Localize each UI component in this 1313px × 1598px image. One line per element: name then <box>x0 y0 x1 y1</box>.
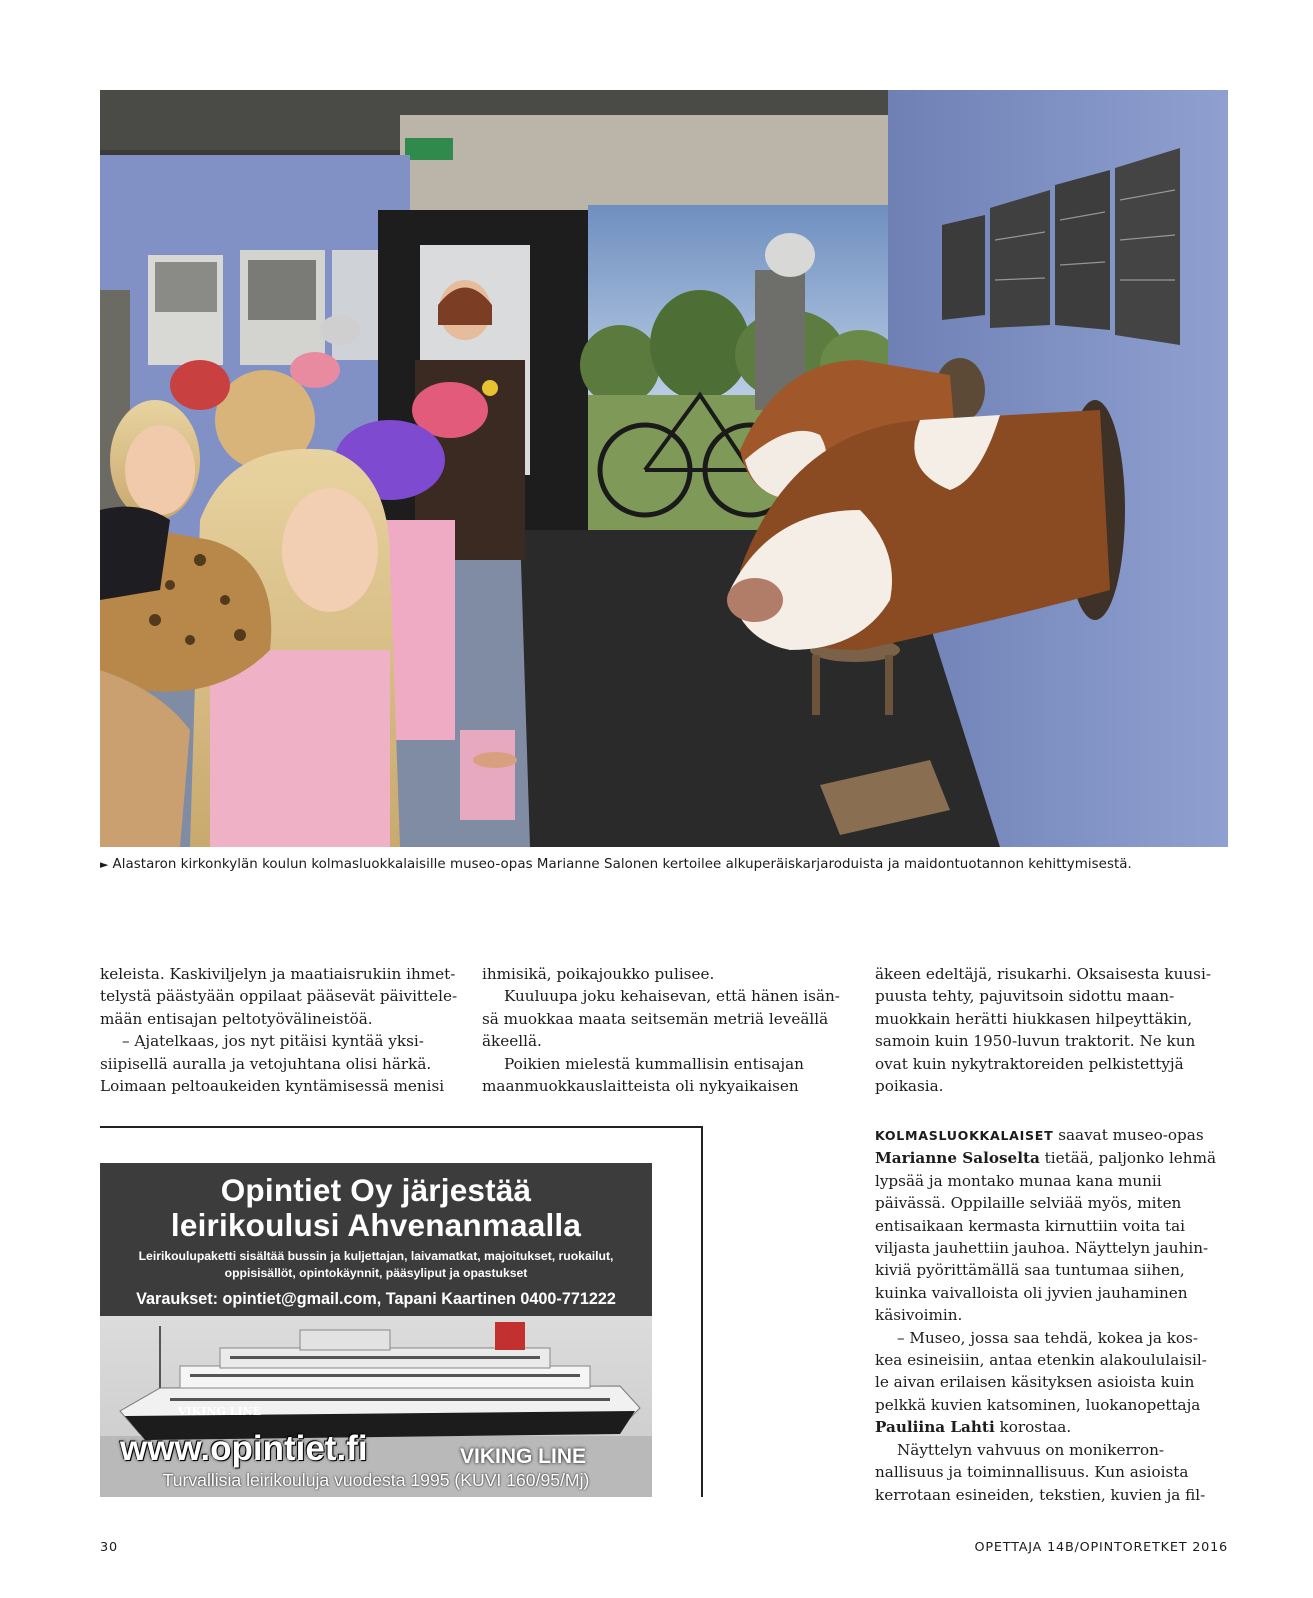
ad-package-line-1: Leirikoulupaketti sisältää bussin ja kuljettajan, laivamatkat, majoitukset, ruokailut, <box>138 1249 614 1263</box>
ad-contact: Varaukset: opintiet@gmail.com, Tapani Kaartinen 0400-771222 <box>136 1290 616 1308</box>
text-line: le aivan erilaisen käsityksen asioista kuin <box>875 1373 1195 1392</box>
section-subhead: KOLMASLUOKKALAISET <box>875 1128 1054 1143</box>
publication-name: OPETTAJA 14B/OPINTORETKET 2016 <box>974 1540 1228 1555</box>
text-line: – Ajatelkaas, jos nyt pitäisi kyntää yksi- <box>122 1032 424 1051</box>
text-line: entisaikaan kermasta kirnuttiin voita tai <box>875 1216 1186 1235</box>
text-line: äkeen edeltäjä, risukarhi. Oksaisesta kuusi- <box>875 965 1211 983</box>
text-line: Näyttelyn vahvuus on monikerron- <box>897 1440 1165 1459</box>
ad-footer-text: Turvallisia leirikouluja vuodesta 1995 (KUVI 160/95/Mj) <box>162 1470 590 1490</box>
text-line: siipisellä auralla ja vetojuhtana olisi härkä. <box>100 1054 432 1073</box>
text-line <box>875 1416 1230 1438</box>
text-line: kiviä pyörittämällä saa tuntumaa siihen, <box>875 1261 1185 1280</box>
person-name: Marianne Saloselta <box>875 1149 1040 1168</box>
article-column-3 <box>875 963 1230 1097</box>
caption-marker: ► <box>100 858 109 871</box>
advertisement[interactable] <box>100 1163 652 1497</box>
text-line: kerrotaan esineiden, tekstien, kuvien ja fil- <box>875 1485 1206 1504</box>
ad-package-line-2: oppisisällöt, opintokäynnit, pääsyliput ja opastukset <box>224 1266 528 1280</box>
text-line: käsivoimin. <box>875 1306 963 1325</box>
article-column-1 <box>100 963 458 1097</box>
text-line <box>875 1147 1230 1169</box>
text-line: puusta tehty, pajuvitsoin sidottu maan- <box>875 987 1175 1006</box>
text-line: viljasta jauhettiin jauhoa. Näyttelyn jauhin- <box>875 1239 1209 1258</box>
article-column-2 <box>482 963 840 1097</box>
text-line: ihmisikä, poikajoukko pulisee. <box>482 965 715 983</box>
text-line: keleista. Kaskiviljelyn ja maatiaisrukiin ihmet- <box>100 965 456 983</box>
text-line: pelkkä kuvien katsominen, luokanopettaja <box>875 1395 1201 1414</box>
ad-title-line-2: leirikoulusi Ahvenanmaalla <box>170 1207 582 1243</box>
ad-brand-logo: VIKING LINE <box>460 1445 587 1468</box>
text-line: mään entisajan peltotyövälineistöä. <box>100 1009 373 1028</box>
text-line: äkeellä. <box>482 1032 542 1051</box>
article-section-2 <box>875 1124 1230 1506</box>
text-line: telystä päästyään oppilaat pääsevät päivittele- <box>100 987 458 1006</box>
text-line: kea esineisiin, antaa etenkin alakoululaisil- <box>875 1351 1207 1370</box>
text-line: nallisuus ja toiminnallisuus. Kun asioista <box>875 1463 1189 1482</box>
text-line: ovat kuin nykytraktoreiden pelkistettyjä <box>875 1054 1184 1073</box>
ad-website-link[interactable]: www.opintiet.fi <box>120 1429 368 1468</box>
text-span: korostaa. <box>994 1418 1072 1437</box>
text-line: poikasia. <box>875 1077 944 1096</box>
text-span: saavat museo-opas <box>1053 1126 1204 1144</box>
text-line: muokkain herätti hiukkasen hilpeyttäkin, <box>875 1009 1193 1028</box>
text-line: – Museo, jossa saa tehdä, kokea ja kos- <box>897 1328 1198 1347</box>
text-line: Loimaan peltoaukeiden kyntämisessä menisi <box>100 1077 445 1096</box>
text-line: sä muokkaa maata seitsemän metriä leveällä <box>482 1009 829 1028</box>
text-line: päivässä. Oppilaille selviää myös, miten <box>875 1194 1182 1213</box>
text-line <box>875 1124 1230 1147</box>
text-span: tietää, paljonko lehmä <box>1039 1149 1217 1168</box>
caption-text: Alastaron kirkonkylän koulun kolmasluokkalaisille museo-opas Marianne Salonen kertoilee alkuperäiskarjaroduista ja maidontuotannon kehittymisestä. <box>112 857 1132 872</box>
text-line: maanmuokkauslaitteista oli nykyaikaisen <box>482 1077 799 1096</box>
photo-caption <box>100 857 1228 872</box>
text-line: kuinka vaivalloista oli jyvien jauhaminen <box>875 1283 1188 1302</box>
article-photo <box>100 90 1228 847</box>
ad-title-line-1: Opintiet Oy järjestää <box>220 1172 532 1208</box>
text-line: lypsää ja montako munaa kana munii <box>875 1171 1162 1190</box>
ship-hull-text: VIKING LINE <box>178 1405 261 1418</box>
text-line: samoin kuin 1950-luvun traktorit. Ne kun <box>875 1032 1196 1051</box>
museum-scene-illustration <box>100 90 1228 847</box>
text-line: Kuuluupa joku kehaisevan, että hänen isän- <box>504 987 840 1006</box>
person-name: Pauliina Lahti <box>875 1418 995 1437</box>
page-number: 30 <box>100 1540 118 1555</box>
text-line: Poikien mielestä kummallisin entisajan <box>504 1054 804 1073</box>
